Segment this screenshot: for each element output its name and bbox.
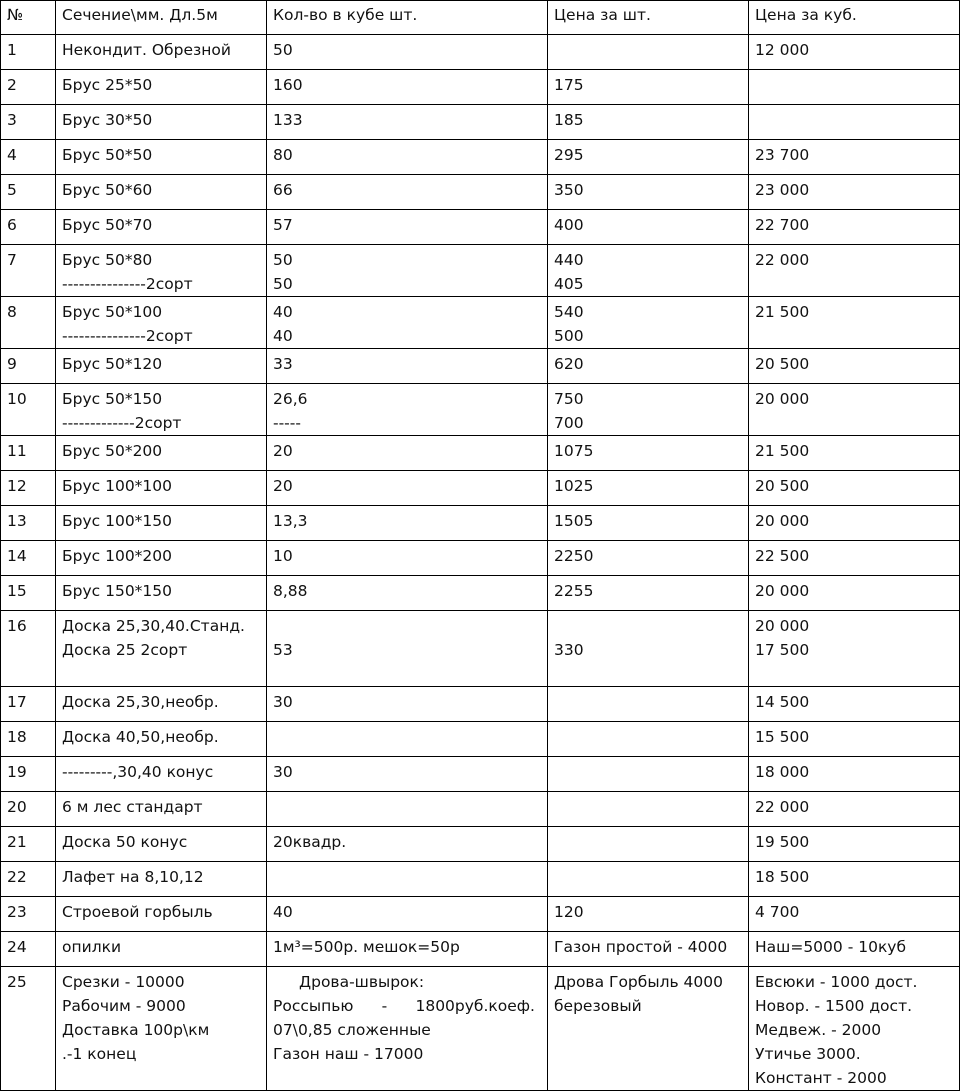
cell-line: Брус 100*200	[62, 547, 173, 565]
cell-price-piece	[548, 105, 749, 140]
cell-qty	[267, 757, 548, 792]
table-row	[1, 897, 960, 932]
table-header-row	[1, 1, 960, 35]
cell-line: 22 500	[755, 547, 810, 565]
cell-line: 14 500	[755, 693, 810, 711]
cell-section	[56, 862, 267, 897]
cell-line: 22 700	[755, 216, 810, 234]
cell-price-piece	[548, 757, 749, 792]
cell-section	[56, 932, 267, 967]
cell-price-cube	[749, 967, 960, 1091]
cell-price-piece	[548, 210, 749, 245]
cell-qty	[267, 722, 548, 757]
cell-line: 23 000	[755, 181, 810, 199]
cell-line: Брус 50*50	[62, 146, 153, 164]
cell-num: 12	[1, 471, 56, 506]
cell-qty	[267, 349, 548, 384]
cell-section	[56, 827, 267, 862]
cell-section	[56, 210, 267, 245]
cell-line: 40	[273, 327, 293, 345]
cell-line: Брус 25*50	[62, 76, 153, 94]
cell-qty	[267, 245, 548, 297]
table-row	[1, 245, 960, 297]
cell-price-piece	[548, 611, 749, 687]
cell-line: 405	[554, 275, 584, 293]
cell-price-cube	[749, 541, 960, 576]
cell-line: 330	[554, 641, 584, 659]
cell-price-cube	[749, 576, 960, 611]
cell-line: опилки	[62, 938, 122, 956]
cell-price-piece	[548, 967, 749, 1091]
cell-num: 16	[1, 611, 56, 687]
cell-line: 20квадр.	[273, 833, 347, 851]
cell-price-cube	[749, 897, 960, 932]
cell-line: 53	[273, 641, 293, 659]
cell-line: 20	[273, 442, 293, 460]
cell-section	[56, 349, 267, 384]
cell-price-piece	[548, 687, 749, 722]
cell-line: Доска 50 конус	[62, 833, 188, 851]
cell-price-piece	[548, 471, 749, 506]
cell-qty	[267, 140, 548, 175]
cell-line: 21 500	[755, 442, 810, 460]
cell-section	[56, 792, 267, 827]
cell-section	[56, 757, 267, 792]
cell-price-piece	[548, 349, 749, 384]
cell-line: Брус 50*100	[62, 303, 163, 321]
table-row	[1, 175, 960, 210]
cell-line: 20	[273, 477, 293, 495]
cell-line: березовый	[554, 997, 642, 1015]
cell-line: ---------------2сорт	[62, 275, 193, 293]
cell-line: 30	[273, 763, 293, 781]
cell-num: 7	[1, 245, 56, 297]
cell-section	[56, 140, 267, 175]
cell-num: 8	[1, 297, 56, 349]
cell-section	[56, 687, 267, 722]
cell-line: 19 500	[755, 833, 810, 851]
cell-line: Брус 100*150	[62, 512, 173, 530]
cell-line: 500	[554, 327, 584, 345]
cell-line: 20 500	[755, 477, 810, 495]
cell-line: 133	[273, 111, 303, 129]
cell-line: 40	[273, 903, 293, 921]
cell-line: 23 700	[755, 146, 810, 164]
cell-price-piece	[548, 897, 749, 932]
cell-price-cube	[749, 210, 960, 245]
cell-line: 120	[554, 903, 584, 921]
cell-line: 1075	[554, 442, 594, 460]
cell-price-piece	[548, 576, 749, 611]
cell-line: Брус 30*50	[62, 111, 153, 129]
header-num: №	[1, 1, 56, 35]
cell-line: Брус 100*100	[62, 477, 173, 495]
cell-num: 15	[1, 576, 56, 611]
cell-line: Наш=5000 - 10куб	[755, 938, 907, 956]
header-price-cube: Цена за куб.	[749, 1, 960, 35]
cell-line: 350	[554, 181, 584, 199]
cell-line: 80	[273, 146, 293, 164]
header-price-piece: Цена за шт.	[548, 1, 749, 35]
cell-line: 620	[554, 355, 584, 373]
cell-num: 1	[1, 35, 56, 70]
cell-num: 10	[1, 384, 56, 436]
cell-line: 30	[273, 693, 293, 711]
cell-line: Дрова Горбыль 4000	[554, 973, 723, 991]
cell-section	[56, 105, 267, 140]
cell-price-cube	[749, 175, 960, 210]
cell-price-cube	[749, 105, 960, 140]
cell-section	[56, 611, 267, 687]
cell-price-piece	[548, 436, 749, 471]
cell-line: Брус 50*60	[62, 181, 153, 199]
cell-line: Доска 25,30,необр.	[62, 693, 219, 711]
cell-price-piece	[548, 245, 749, 297]
cell-section	[56, 245, 267, 297]
cell-line: Доска 25 2сорт	[62, 641, 188, 659]
cell-line: 20 500	[755, 355, 810, 373]
cell-section	[56, 506, 267, 541]
cell-num: 4	[1, 140, 56, 175]
cell-line: Доставка 100р\км	[62, 1021, 210, 1039]
cell-qty	[267, 932, 548, 967]
table-row	[1, 70, 960, 105]
cell-qty	[267, 436, 548, 471]
header-section: Сечение\мм. Дл.5м	[56, 1, 267, 35]
cell-price-cube	[749, 70, 960, 105]
cell-line: 22 000	[755, 798, 810, 816]
cell-line: .-1 конец	[62, 1045, 137, 1063]
cell-num: 19	[1, 757, 56, 792]
cell-section	[56, 541, 267, 576]
cell-price-cube	[749, 349, 960, 384]
cell-qty	[267, 105, 548, 140]
table-row	[1, 576, 960, 611]
cell-price-cube	[749, 932, 960, 967]
table-row	[1, 687, 960, 722]
cell-price-cube	[749, 611, 960, 687]
table-row	[1, 436, 960, 471]
cell-qty	[267, 687, 548, 722]
cell-section	[56, 471, 267, 506]
cell-section	[56, 436, 267, 471]
table-row	[1, 471, 960, 506]
cell-price-piece	[548, 932, 749, 967]
cell-num: 9	[1, 349, 56, 384]
cell-line: Утичье 3000.	[755, 1045, 861, 1063]
cell-line: Медвеж. - 2000	[755, 1021, 882, 1039]
cell-price-cube	[749, 35, 960, 70]
cell-price-cube	[749, 471, 960, 506]
cell-line: ---------------2сорт	[62, 327, 193, 345]
cell-line: Доска 40,50,необр.	[62, 728, 219, 746]
cell-line: 20 000	[755, 582, 810, 600]
cell-num: 22	[1, 862, 56, 897]
cell-line: Брус 50*200	[62, 442, 163, 460]
cell-qty	[267, 576, 548, 611]
cell-line: 20 000	[755, 617, 810, 635]
cell-price-cube	[749, 140, 960, 175]
cell-num: 5	[1, 175, 56, 210]
table-row	[1, 792, 960, 827]
cell-line: Срезки - 10000	[62, 973, 185, 991]
cell-section	[56, 70, 267, 105]
cell-line: Дрова-швырок:	[299, 973, 425, 991]
cell-line: 26,6	[273, 390, 308, 408]
cell-line: 4 700	[755, 903, 800, 921]
cell-line: 21 500	[755, 303, 810, 321]
cell-line: Брус 50*150	[62, 390, 163, 408]
table-row	[1, 349, 960, 384]
cell-line: 440	[554, 251, 584, 269]
cell-qty	[267, 384, 548, 436]
cell-section	[56, 576, 267, 611]
cell-line: ---------,30,40 конус	[62, 763, 214, 781]
table-row	[1, 506, 960, 541]
cell-word: -	[381, 997, 388, 1015]
table-row	[1, 611, 960, 687]
cell-qty	[267, 611, 548, 687]
cell-line: Брус 50*80	[62, 251, 153, 269]
cell-price-cube	[749, 687, 960, 722]
cell-line: 1м³=500р. мешок=50р	[273, 938, 460, 956]
cell-price-cube	[749, 757, 960, 792]
cell-line: 10	[273, 547, 293, 565]
cell-qty	[267, 862, 548, 897]
cell-line: 40	[273, 303, 293, 321]
cell-line: Лафет на 8,10,12	[62, 868, 204, 886]
cell-line: 160	[273, 76, 303, 94]
cell-price-piece	[548, 792, 749, 827]
cell-line: 66	[273, 181, 293, 199]
cell-line: 2255	[554, 582, 594, 600]
cell-price-cube	[749, 792, 960, 827]
cell-qty	[267, 506, 548, 541]
cell-price-cube	[749, 862, 960, 897]
table-row	[1, 862, 960, 897]
table-row	[1, 140, 960, 175]
cell-line	[273, 994, 535, 1018]
cell-price-piece	[548, 70, 749, 105]
cell-line: 57	[273, 216, 293, 234]
table-row	[1, 35, 960, 70]
cell-qty	[267, 70, 548, 105]
cell-section	[56, 967, 267, 1091]
cell-line: Доска 25,30,40.Станд.	[62, 617, 245, 635]
table-row	[1, 722, 960, 757]
cell-line: 50	[273, 251, 293, 269]
cell-line: 33	[273, 355, 293, 373]
cell-price-piece	[548, 175, 749, 210]
cell-line: 50	[273, 275, 293, 293]
table-row	[1, 541, 960, 576]
cell-line: Новор. - 1500 дост.	[755, 997, 913, 1015]
cell-price-cube	[749, 384, 960, 436]
cell-line: Газон простой - 4000	[554, 938, 728, 956]
cell-num: 23	[1, 897, 56, 932]
cell-line: 750	[554, 390, 584, 408]
header-qty: Кол-во в кубе шт.	[267, 1, 548, 35]
cell-line: Брус 150*150	[62, 582, 173, 600]
cell-price-piece	[548, 827, 749, 862]
cell-line: 6 м лес стандарт	[62, 798, 203, 816]
table-row	[1, 384, 960, 436]
cell-price-cube	[749, 506, 960, 541]
cell-qty	[267, 297, 548, 349]
cell-price-cube	[749, 245, 960, 297]
cell-word: Россыпью	[273, 997, 354, 1015]
table-row	[1, 932, 960, 967]
cell-num: 25	[1, 967, 56, 1091]
cell-num: 3	[1, 105, 56, 140]
cell-qty	[267, 792, 548, 827]
table-row	[1, 210, 960, 245]
cell-price-piece	[548, 384, 749, 436]
cell-num: 6	[1, 210, 56, 245]
cell-line: 15 500	[755, 728, 810, 746]
cell-price-piece	[548, 35, 749, 70]
cell-qty	[267, 967, 548, 1091]
cell-line: 12 000	[755, 41, 810, 59]
cell-price-piece	[548, 862, 749, 897]
cell-section	[56, 384, 267, 436]
cell-price-piece	[548, 722, 749, 757]
cell-line: 20 000	[755, 390, 810, 408]
cell-line: 17 500	[755, 641, 810, 659]
cell-line: 1025	[554, 477, 594, 495]
table-row	[1, 105, 960, 140]
cell-num: 24	[1, 932, 56, 967]
cell-line: 700	[554, 414, 584, 432]
cell-line: Констант - 2000	[755, 1069, 887, 1087]
cell-num: 14	[1, 541, 56, 576]
cell-line: 13,3	[273, 512, 308, 530]
cell-line: 540	[554, 303, 584, 321]
cell-line: 185	[554, 111, 584, 129]
cell-qty	[267, 541, 548, 576]
cell-word: 1800руб.коеф.	[415, 997, 535, 1015]
cell-line: 175	[554, 76, 584, 94]
table-row	[1, 757, 960, 792]
cell-qty	[267, 827, 548, 862]
cell-price-cube	[749, 297, 960, 349]
cell-num: 2	[1, 70, 56, 105]
cell-num: 18	[1, 722, 56, 757]
cell-line: 20 000	[755, 512, 810, 530]
cell-line: 1505	[554, 512, 594, 530]
cell-line: 8,88	[273, 582, 308, 600]
cell-section	[56, 897, 267, 932]
cell-line: Некондит. Обрезной	[62, 41, 231, 59]
cell-line: 295	[554, 146, 584, 164]
cell-line: Строевой горбыль	[62, 903, 213, 921]
cell-section	[56, 722, 267, 757]
cell-price-piece	[548, 297, 749, 349]
cell-line: -------------2сорт	[62, 414, 182, 432]
cell-line: 2250	[554, 547, 594, 565]
cell-line: 07\0,85 сложенные	[273, 1021, 431, 1039]
cell-line: 400	[554, 216, 584, 234]
cell-price-piece	[548, 541, 749, 576]
cell-line: Брус 50*70	[62, 216, 153, 234]
cell-num: 17	[1, 687, 56, 722]
cell-num: 21	[1, 827, 56, 862]
cell-line: -----	[273, 414, 301, 432]
cell-line: 18 500	[755, 868, 810, 886]
cell-num: 11	[1, 436, 56, 471]
cell-line: Брус 50*120	[62, 355, 163, 373]
cell-num: 20	[1, 792, 56, 827]
cell-qty	[267, 897, 548, 932]
cell-num: 13	[1, 506, 56, 541]
table-row	[1, 827, 960, 862]
table-row	[1, 967, 960, 1091]
cell-price-cube	[749, 722, 960, 757]
table-row	[1, 297, 960, 349]
cell-qty	[267, 471, 548, 506]
cell-line: Газон наш - 17000	[273, 1045, 424, 1063]
cell-line: 22 000	[755, 251, 810, 269]
cell-line: Евсюки - 1000 дост.	[755, 973, 918, 991]
cell-qty	[267, 210, 548, 245]
cell-line: 18 000	[755, 763, 810, 781]
cell-section	[56, 175, 267, 210]
cell-qty	[267, 175, 548, 210]
cell-price-cube	[749, 827, 960, 862]
cell-qty	[267, 35, 548, 70]
cell-price-cube	[749, 436, 960, 471]
cell-line: 50	[273, 41, 293, 59]
cell-price-piece	[548, 506, 749, 541]
cell-section	[56, 35, 267, 70]
cell-section	[56, 297, 267, 349]
cell-price-piece	[548, 140, 749, 175]
cell-line: Рабочим - 9000	[62, 997, 186, 1015]
